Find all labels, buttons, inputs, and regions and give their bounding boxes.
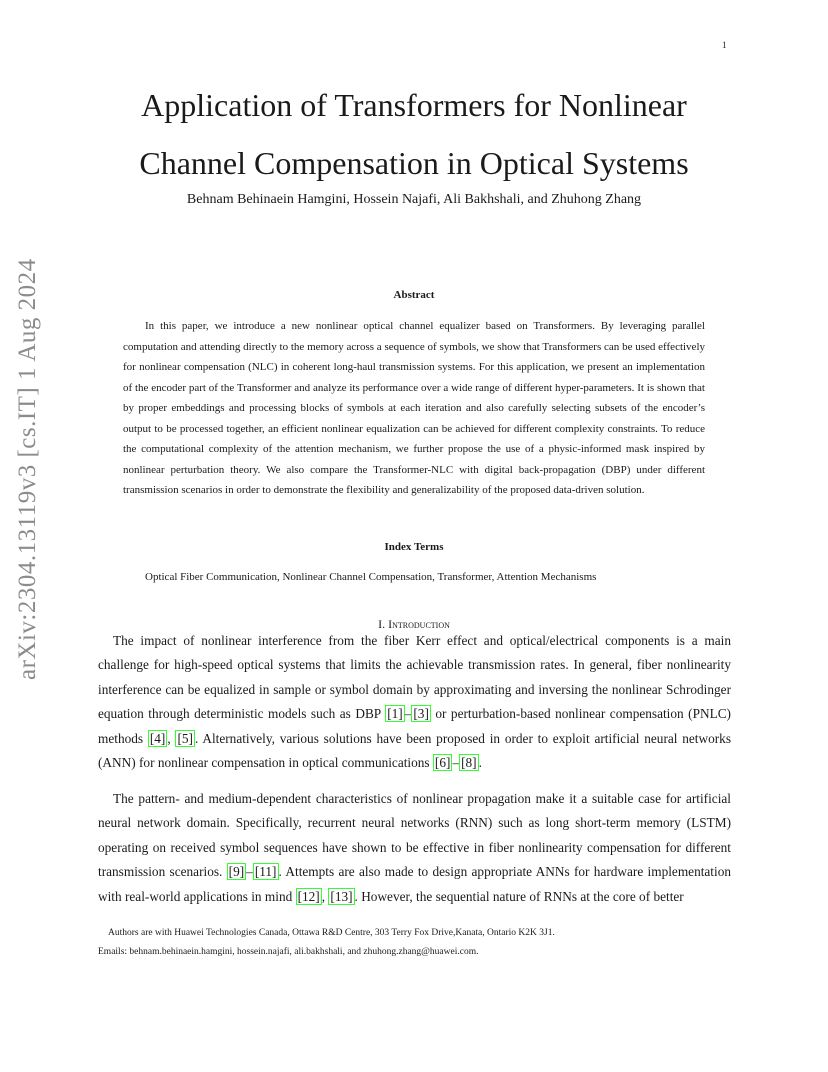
section-title: Introduction — [388, 617, 450, 631]
citation-link[interactable]: [3] — [413, 706, 429, 722]
citation-link[interactable]: [4] — [149, 730, 166, 746]
arxiv-stamp: arXiv:2304.13119v3 [cs.IT] 1 Aug 2024 — [14, 258, 41, 680]
intro-paragraph-2 — [98, 787, 731, 909]
citation-separator: – — [404, 706, 412, 722]
intro-p2-text-3: . However, the sequential nature of RNNs at the core of better — [354, 888, 684, 904]
intro-p2-text-2: . Attempts are also made to design appropriate ANNs for hardware implementation with real-world applications in mind — [98, 864, 731, 904]
citation-separator: , — [167, 730, 176, 746]
citation-link[interactable]: [8] — [461, 755, 477, 771]
index-terms-text: Optical Fiber Communication, Nonlinear Channel Compensation, Transformer, Attention Mechanisms — [145, 571, 597, 583]
intro-p2-text-1: The pattern- and medium-dependent characteristics of nonlinear propagation make it a suitable case for artificial neural network domain. Specifically, recurrent neural networks (RNN) such as long short-term memory (LSTM) operating on received symbol sequences have shown to be effective in fiber nonlinearity compensation for different transmission scenarios. — [98, 791, 731, 880]
citation-link[interactable]: [5] — [177, 730, 193, 746]
citation-link[interactable]: [1] — [387, 706, 403, 722]
citation-link[interactable]: [11] — [254, 864, 277, 880]
citation-link[interactable]: [6] — [434, 755, 451, 771]
intro-p1-text-2: or perturbation-based nonlinear compensation (PNLC) methods — [98, 706, 731, 746]
citation-link[interactable]: [13] — [330, 888, 353, 904]
intro-p1-text-1: The impact of nonlinear interference from the fiber Kerr effect and optical/electrical components is a main challenge for high-speed optical systems that limits the achievable transmission rates. In general, fiber nonlinearity interference can be equalized in sample or symbol domain by approximating and inversing the nonlinear Schrodinger equation through deterministic models such as DBP — [98, 633, 731, 722]
abstract-heading: Abstract — [393, 289, 435, 301]
citation-link[interactable]: [12] — [297, 888, 320, 904]
paper-title: Application of Transformers for Nonlinear Channel Compensation in Optical Systems — [139, 87, 689, 181]
footnote-emails: Emails: behnam.behinaein.hamgini, hossein.najafi, ali.bakhshali, and zhuhong.zhang@huawei.com. — [98, 947, 479, 957]
citation-separator: , — [321, 888, 329, 904]
section-number: I. — [378, 617, 386, 631]
citation-separator: – — [452, 755, 460, 771]
citation-separator: – — [246, 864, 253, 880]
author-list: Behnam Behinaein Hamgini, Hossein Najafi, Ali Bakhshali, and Zhuhong Zhang — [186, 192, 642, 207]
intro-p1-text-4: . — [478, 755, 482, 771]
page-number: 1 — [722, 40, 727, 50]
intro-p1-text-3: . Alternatively, various solutions have been proposed in order to exploit artificial neural networks (ANN) for nonlinear compensation in optical communications — [98, 730, 732, 771]
footnote-affiliation: Authors are with Huawei Technologies Canada, Ottawa R&D Centre, 303 Terry Fox Drive,Kanata, Ontario K2K 3J1. — [108, 928, 555, 938]
abstract-text: In this paper, we introduce a new nonlinear optical channel equalizer based on Transformers. By leveraging parallel computation and attending directly to the memory across a sequence of symbols, we show that Transformers can be used effectively for nonlinear compensation (NLC) in coherent long-haul transmission systems. For this application, we present an implementation of the encoder part of the Transformer and analyze its performance over a wide range of different hyper-parameters. It is shown that by proper embeddings and processing blocks of symbols at each iteration and also carefully selecting subsets of the encoder’s output to be processed together, an efficient nonlinear equalization can be achieved for different complexity constraints. To reduce the computational complexity of the attention mechanism, we further propose the use of a physic-informed mask inspired by nonlinear perturbation theory. We also compare the Transformer-NLC with digital back-propagation (DBP) under different transmission scenarios in order to demonstrate the flexibility and generalizability of the proposed data-driven solution. — [123, 320, 705, 496]
citation-link[interactable]: [9] — [228, 864, 245, 880]
intro-paragraph-1 — [98, 629, 731, 775]
index-terms-heading: Index Terms — [384, 541, 444, 553]
